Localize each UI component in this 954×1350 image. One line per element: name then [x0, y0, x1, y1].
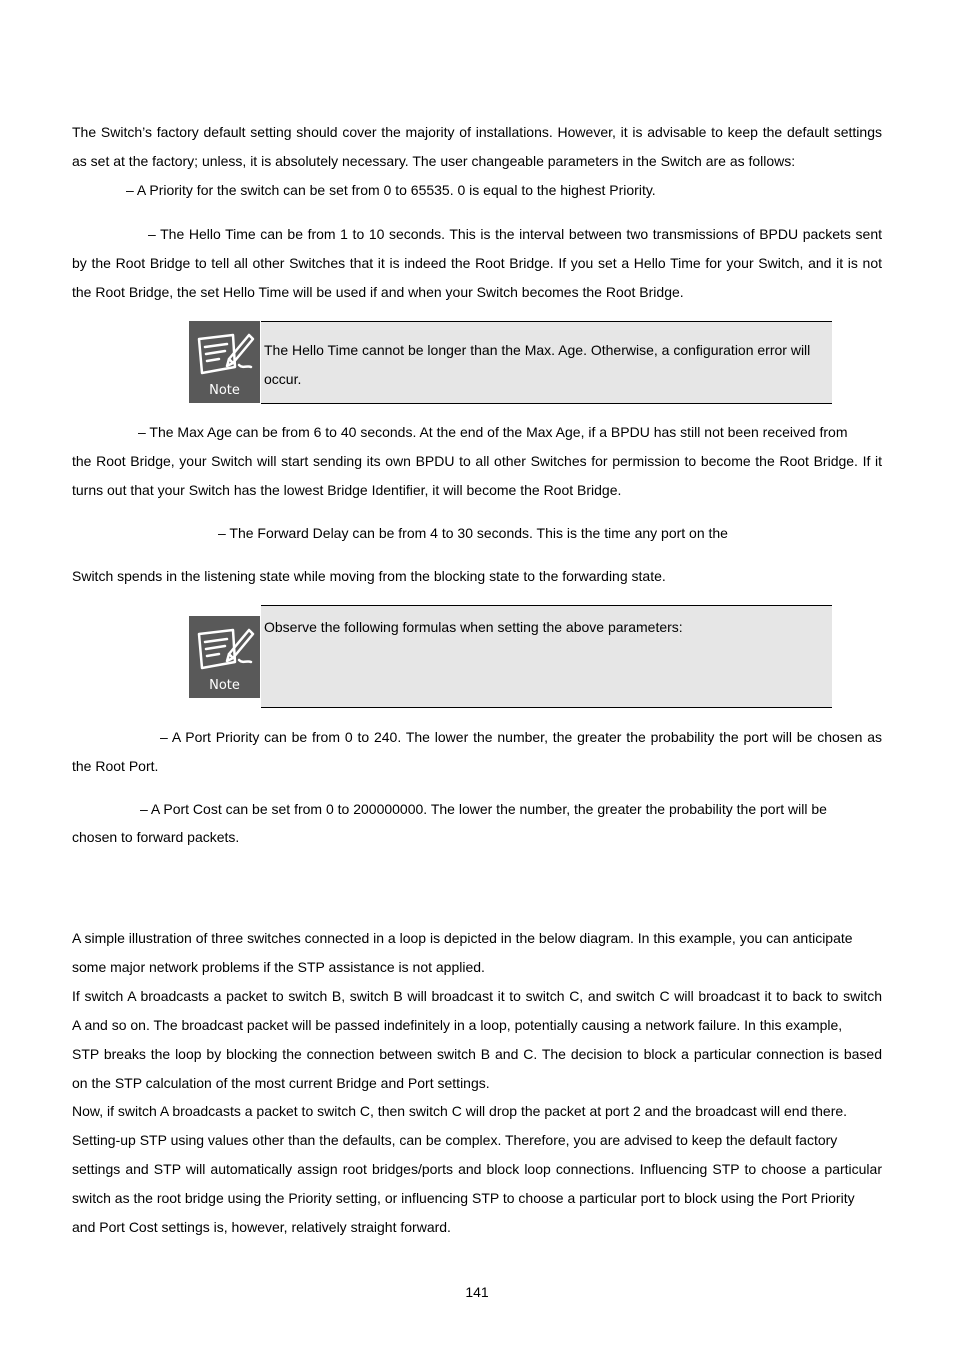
note-label: Note [209, 678, 240, 693]
illustration-p2-line-1: If switch A broadcasts a packet to switch B, switch B will broadcast it to switch C, and switch C will broadcast it to back to switch [72, 988, 882, 1004]
intro-line-1: The Switch’s factory default setting should cover the majority of installations. However, it is advisable to keep the default settings [72, 124, 882, 140]
port-priority-line-2: the Root Port. [72, 758, 159, 774]
intro-line-2: as set at the factory; unless, it is absolutely necessary. The user changeable parameters in the Switch are as follows: [72, 153, 796, 169]
illustration-p2-line-3: STP breaks the loop by blocking the connection between switch B and C. The decision to block a particular connection is based [72, 1046, 882, 1062]
port-priority-line-1: – A Port Priority can be from 0 to 240. The lower the number, the greater the probability the port will be chosen as [160, 729, 882, 745]
note-text-line-1: Observe the following formulas when setting the above parameters: [264, 619, 683, 635]
note-box [261, 321, 832, 404]
illustration-p3-line-5: and Port Cost settings is, however, relatively straight forward. [72, 1219, 451, 1235]
illustration-p3-line-1: Now, if switch A broadcasts a packet to switch C, then switch C will drop the packet at port 2 and the broadcast will end there. [72, 1103, 848, 1119]
illustration-p2-line-2: A and so on. The broadcast packet will be passed indefinitely in a loop, potentially causing a network failure. In this example, [72, 1017, 843, 1033]
port-cost-line-2: chosen to forward packets. [72, 829, 240, 845]
note-text-line-1: The Hello Time cannot be longer than the Max. Age. Otherwise, a configuration error will [264, 342, 811, 358]
max-age-line-3: turns out that your Switch has the lowest Bridge Identifier, it will become the Root Bridge. [72, 482, 622, 498]
port-cost-line-1: – A Port Cost can be set from 0 to 200000000. The lower the number, the greater the probability the port will be [140, 801, 827, 817]
illustration-p1-line-1: A simple illustration of three switches connected in a loop is depicted in the below diagram. In this example, you can anticipate [72, 930, 853, 946]
note-text-line-2: occur. [264, 371, 302, 387]
note-icon [189, 321, 260, 403]
illustration-p1-line-2: some major network problems if the STP assistance is not applied. [72, 959, 485, 975]
illustration-p3-line-3: settings and STP will automatically assign root bridges/ports and block loop connections. Influencing STP to choose a particular [72, 1161, 882, 1177]
max-age-line-1: – The Max Age can be from 6 to 40 seconds. At the end of the Max Age, if a BPDU has still not been received from [138, 424, 848, 440]
illustration-p3-line-4: switch as the root bridge using the Priority setting, or influencing STP to choose a particular port to block using the Port Priority [72, 1190, 855, 1206]
illustration-p2-line-4: on the STP calculation of the most current Bridge and Port settings. [72, 1075, 490, 1091]
hello-time-line-3: the Root Bridge, the set Hello Time will be used if and when your Switch becomes the Root Bridge. [72, 284, 684, 300]
note-icon [189, 616, 260, 698]
hello-time-line-2: by the Root Bridge to tell all other Switches that it is indeed the Root Bridge. If you set a Hello Time for your Switch, and it is not [72, 255, 882, 271]
page-number: 141 [465, 1284, 489, 1300]
forward-delay-line-2: Switch spends in the listening state while moving from the blocking state to the forwarding state. [72, 568, 666, 584]
illustration-p3-line-2: Setting-up STP using values other than the defaults, can be complex. Therefore, you are advised to keep the default factory [72, 1132, 838, 1148]
priority-description: – A Priority for the switch can be set from 0 to 65535. 0 is equal to the highest Priority. [126, 182, 656, 198]
hello-time-line-1: – The Hello Time can be from 1 to 10 seconds. This is the interval between two transmissions of BPDU packets sent [148, 226, 882, 242]
max-age-line-2: the Root Bridge, your Switch will start sending its own BPDU to all other Switches for permission to become the Root Bridge. If it [72, 453, 882, 469]
note-label: Note [209, 383, 240, 398]
forward-delay-line-1: – The Forward Delay can be from 4 to 30 seconds. This is the time any port on the [218, 525, 728, 541]
